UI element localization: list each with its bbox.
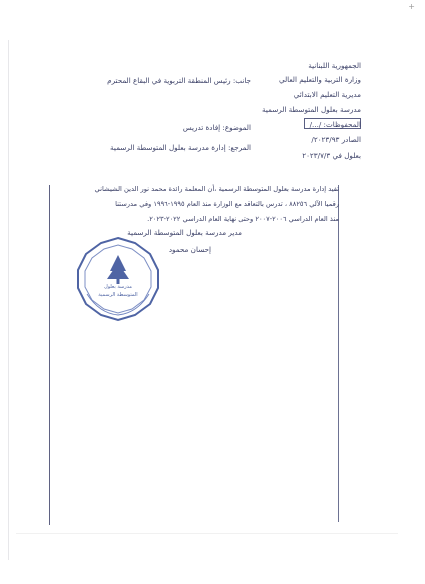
scan-corner-mark: +: [408, 2, 415, 11]
republic-label: الجمهورية اللبنانية: [308, 61, 361, 70]
reference-label: المرجع: إدارة مدرسة بعلول المتوسطة الرسمية: [110, 143, 251, 152]
recipient-label: جانب: رئيس المنطقة التربوية في البقاع المحترم: [107, 76, 251, 85]
school-stamp: [75, 236, 161, 322]
body-right-rule: [338, 185, 339, 522]
ministry-label: وزارة التربية والتعليم العالي: [278, 75, 361, 84]
body-line-1: تفيد إدارة مدرسة بعلول المتوسطة الرسمية ،أن المعلمة رائدة محمد نور الدين الشيشاني: [94, 185, 339, 193]
school-label: مدرسة بعلول المتوسطة الرسمية: [262, 105, 361, 114]
scan-bottom-line: [16, 533, 398, 534]
issued-label: الصادر ٢٠٢٣/٩٣/: [311, 135, 361, 144]
directorate-label: مديرية التعليم الابتدائي: [293, 90, 361, 99]
signature-title: مدير مدرسة بعلول المتوسطة الرسمية: [127, 228, 242, 237]
body-line-3: منذ العام الدراسي ٢٠٠٦-٢٠٠٧ وحتى نهاية العام الدراسي ٢٠٢٢-٢٠٢٣.: [147, 215, 339, 223]
signature-name: إحسان محمود: [168, 245, 211, 254]
subject-label: الموضوع: إفادة تدريس: [182, 123, 251, 132]
registry-label: المحفوظات: /.../: [309, 120, 361, 129]
body-left-rule: [49, 185, 50, 525]
scan-edge-line: [8, 40, 9, 560]
body-line-2: رقميا الآلي ٨٨٢٥٦ ، تدرس بالتعاقد مع الوزارة منذ العام ١٩٩٥-١٩٩٦ وفي مدرستنا: [115, 200, 339, 208]
stamp-line-2: المتوسطة الرسمية: [98, 292, 138, 298]
stamp-line-1: مدرسة بعلول: [104, 284, 132, 290]
date-label: بعلول في ٢٠٢٣/٧/٣: [302, 151, 361, 160]
cedar-icon: [107, 255, 129, 284]
official-letter-page: [22, 40, 409, 570]
